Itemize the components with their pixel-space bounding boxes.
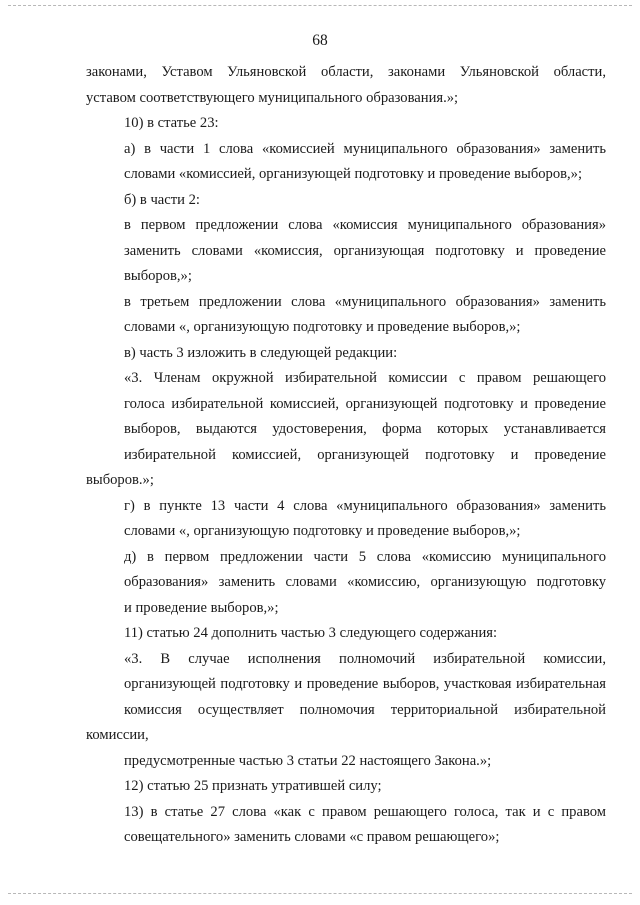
text-line: 13) в статье 27 слова «как с правом решающего голоса, так и с правом [124, 803, 606, 820]
paragraph-p6 [86, 341, 606, 367]
text-line: в) часть 3 изложить в следующей редакции: [124, 344, 398, 361]
text-line: 10) в статье 23: [124, 115, 219, 131]
text-line: выборов, выдаются удостоверения, форма которых устанавливается [124, 421, 606, 437]
paragraph-p9 [86, 545, 606, 622]
page-number: 68 [312, 32, 328, 49]
text-line: законами, Уставом Ульяновской области, законами Ульяновской области, [86, 64, 606, 80]
paragraph-p7 [86, 366, 606, 494]
text-line: комиссия осуществляет полномочия территориальной избирательной комиссии, [86, 701, 606, 743]
paragraph-p12 [86, 774, 606, 800]
text-line: а) в части 1 слова «комиссией муниципального образования» заменить [124, 140, 606, 157]
paragraph-p5 [86, 290, 606, 341]
text-line: словами «, организующую подготовку и проведение выборов,»; [124, 523, 521, 539]
text-line: в первом предложении слова «комиссия муниципального образования» [124, 217, 606, 233]
scan-edge-bottom [8, 893, 632, 894]
text-line: совещательного» заменить словами «с правом решающего»; [124, 829, 500, 845]
text-line: заменить словами «комиссия, организующая подготовку и проведение [124, 242, 606, 259]
paragraph-p10 [86, 621, 606, 647]
paragraph-p13 [86, 800, 606, 851]
text-line: в третьем предложении слова «муниципального образования» заменить [124, 293, 606, 310]
text-line: уставом соответствующего муниципального образования.»; [86, 89, 459, 106]
paragraph-p0 [86, 60, 606, 111]
text-line: «3. Членам окружной избирательной комиссии с правом решающего [124, 370, 606, 386]
text-line: 11) статью 24 дополнить частью 3 следующего содержания: [124, 625, 498, 641]
text-line: «3. В случае исполнения полномочий избирательной комиссии, [124, 650, 606, 667]
text-line: б) в части 2: [124, 191, 200, 208]
document-body [86, 60, 606, 851]
text-line: голоса избирательной комиссией, организующей подготовку и проведение [124, 395, 606, 412]
paragraph-p8 [86, 494, 606, 545]
text-line: словами «, организующую подготовку и проведение выборов,»; [124, 319, 521, 335]
paragraph-p4 [86, 213, 606, 290]
text-line: выборов,»; [124, 268, 192, 284]
text-line: избирательной комиссией, организующей подготовку и проведение выборов.»; [86, 446, 606, 488]
text-line: образования» заменить словами «комиссию, организующую подготовку [124, 574, 606, 590]
text-line: предусмотренные частью 3 статьи 22 настоящего Закона.»; [124, 752, 492, 769]
paragraph-p2 [86, 137, 606, 188]
paragraph-p1 [86, 111, 606, 137]
text-line: организующей подготовку и проведение выборов, участковая избирательная [124, 676, 606, 692]
text-line: д) в первом предложении части 5 слова «комиссию муниципального [124, 548, 606, 565]
scan-edge-top [8, 5, 632, 6]
text-line: 12) статью 25 признать утратившей силу; [124, 778, 382, 794]
text-line: и проведение выборов,»; [124, 599, 279, 616]
text-line: словами «комиссией, организующей подготовку и проведение выборов,»; [124, 166, 583, 182]
paragraph-p11 [86, 647, 606, 775]
paragraph-p3 [86, 188, 606, 214]
text-line: г) в пункте 13 части 4 слова «муниципального образования» заменить [124, 497, 606, 514]
